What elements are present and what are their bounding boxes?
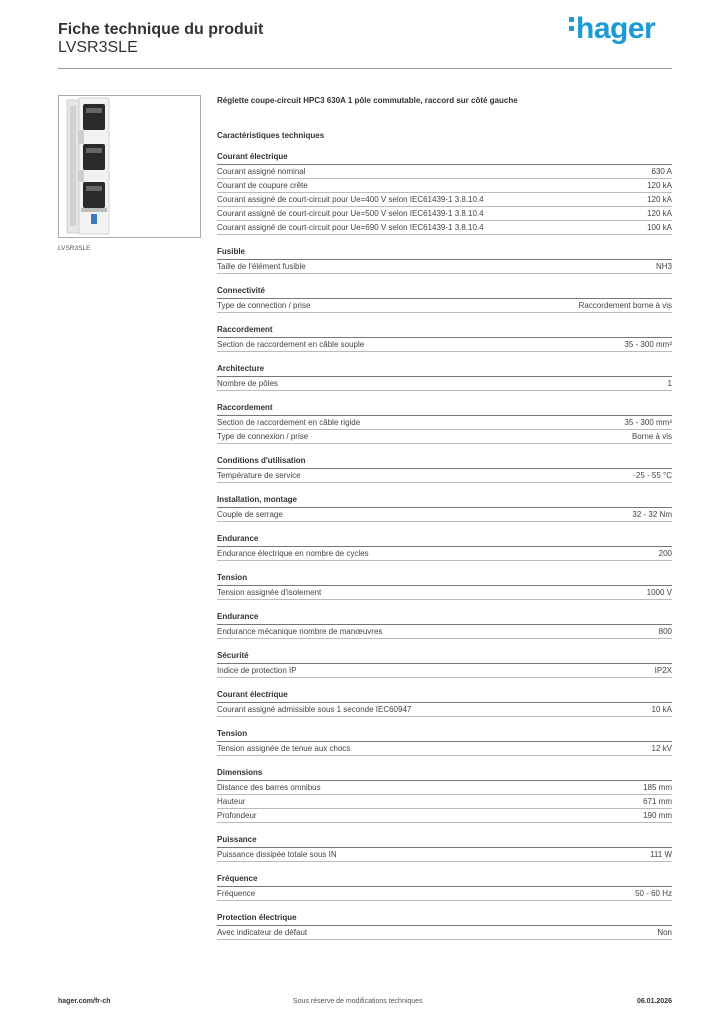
spec-value: 185 mm: [643, 783, 672, 792]
logo-colon-icon: [569, 17, 575, 33]
product-image: [58, 95, 201, 238]
section-title: Architecture: [217, 363, 672, 377]
spec-section: [217, 533, 672, 561]
spec-label: Courant assigné nominal: [217, 167, 306, 176]
spec-value: 800: [658, 627, 672, 636]
spec-label: Avec indicateur de défaut: [217, 928, 308, 937]
spec-label: Endurance électrique en nombre de cycles: [217, 549, 369, 558]
spec-section: [217, 650, 672, 678]
spec-row: [217, 207, 672, 221]
header-divider: [58, 68, 672, 69]
spec-value: Borne à vis: [631, 432, 672, 441]
spec-row: [217, 377, 672, 391]
spec-label: Courant assigné de court-circuit pour Ue=400 V selon IEC61439-1 3.8.10.4: [217, 195, 484, 204]
section-title: Endurance: [217, 611, 672, 625]
spec-value: Non: [657, 928, 672, 937]
spec-section: [217, 689, 672, 717]
product-reference: LVSR3SLE: [58, 39, 138, 56]
spec-label: Section de raccordement en câble rigide: [217, 418, 361, 427]
section-title: Tension: [217, 572, 672, 586]
spec-section: [217, 728, 672, 756]
section-title: Courant électrique: [217, 151, 672, 165]
spec-label: Hauteur: [217, 797, 246, 806]
fuse-rail-illustration: [59, 96, 200, 237]
section-title: Raccordement: [217, 402, 672, 416]
spec-section: [217, 455, 672, 483]
spec-value: 120 kA: [647, 181, 672, 190]
spec-section: [217, 834, 672, 862]
spec-label: Courant assigné de court-circuit pour Ue=500 V selon IEC61439-1 3.8.10.4: [217, 209, 484, 218]
spec-value: 35 - 300 mm²: [624, 418, 672, 427]
spec-value: 12 kV: [651, 744, 672, 753]
spec-label: Tension assignée d'isolement: [217, 588, 322, 597]
spec-label: Taille de l'élément fusible: [217, 262, 306, 271]
spec-row: [217, 926, 672, 940]
spec-row: [217, 742, 672, 756]
spec-value: 120 kA: [647, 195, 672, 204]
section-title: Fréquence: [217, 873, 672, 887]
spec-row: [217, 260, 672, 274]
spec-row: [217, 887, 672, 901]
spec-section: [217, 767, 672, 823]
spec-label: Indice de protection IP: [217, 666, 297, 675]
spec-row: [217, 299, 672, 313]
spec-label: Type de connection / prise: [217, 301, 311, 310]
spec-content: [217, 95, 672, 951]
spec-row: [217, 703, 672, 717]
spec-value: -25 - 55 °C: [633, 471, 672, 480]
spec-label: Type de connexion / prise: [217, 432, 309, 441]
spec-row: [217, 848, 672, 862]
spec-row: [217, 809, 672, 823]
spec-value: 100 kA: [647, 223, 672, 232]
spec-label: Nombre de pôles: [217, 379, 278, 388]
product-description: Réglette coupe-circuit HPC3 630A 1 pôle commutable, raccord sur côté gauche: [217, 96, 518, 105]
image-caption: LVSR3SLE: [58, 245, 91, 252]
spec-row: [217, 221, 672, 235]
spec-row: [217, 416, 672, 430]
footer-disclaimer: Sous réserve de modifications techniques: [293, 998, 423, 1005]
spec-section: [217, 246, 672, 274]
spec-value: IP2X: [654, 666, 672, 675]
spec-row: [217, 586, 672, 600]
spec-section: [217, 912, 672, 940]
spec-label: Distance des barres omnibus: [217, 783, 321, 792]
spec-section: [217, 494, 672, 522]
spec-row: [217, 338, 672, 352]
spec-value: 671 mm: [643, 797, 672, 806]
spec-label: Courant de coupure crête: [217, 181, 308, 190]
section-title: Puissance: [217, 834, 672, 848]
spec-row: [217, 469, 672, 483]
spec-label: Puissance dissipée totale sous IN: [217, 850, 337, 859]
footer-website-link[interactable]: hager.com/fr-ch: [58, 998, 111, 1005]
spec-value: 32 - 32 Nm: [632, 510, 672, 519]
section-title: Dimensions: [217, 767, 672, 781]
spec-value: NH3: [655, 262, 672, 271]
spec-label: Température de service: [217, 471, 301, 480]
logo-text: hager: [576, 12, 656, 45]
section-title: Courant électrique: [217, 689, 672, 703]
spec-section: [217, 363, 672, 391]
section-title: Protection électrique: [217, 912, 672, 926]
spec-row: [217, 625, 672, 639]
spec-value: 1000 V: [646, 588, 672, 597]
section-title: Connectivité: [217, 285, 672, 299]
spec-value: 50 - 60 Hz: [635, 889, 672, 898]
page-title: Fiche technique du produit: [58, 21, 264, 38]
spec-section: [217, 324, 672, 352]
hager-logo: [569, 12, 655, 46]
spec-value: 120 kA: [647, 209, 672, 218]
spec-row: [217, 547, 672, 561]
spec-row: [217, 165, 672, 179]
tech-heading: Caractéristiques techniques: [217, 131, 325, 140]
spec-label: Tension assignée de tenue aux chocs: [217, 744, 351, 753]
spec-section: [217, 572, 672, 600]
spec-label: Fréquence: [217, 889, 256, 898]
spec-row: [217, 664, 672, 678]
spec-label: Courant assigné de court-circuit pour Ue=690 V selon IEC61439-1 3.8.10.4: [217, 223, 484, 232]
section-title: Fusible: [217, 246, 672, 260]
section-title: Raccordement: [217, 324, 672, 338]
spec-section: [217, 611, 672, 639]
section-title: Tension: [217, 728, 672, 742]
spec-row: [217, 508, 672, 522]
spec-row: [217, 179, 672, 193]
spec-label: Couple de serrage: [217, 510, 283, 519]
spec-value: 630 A: [651, 167, 672, 176]
spec-label: Endurance mécanique nombre de manœuvres: [217, 627, 383, 636]
section-title: Conditions d'utilisation: [217, 455, 672, 469]
spec-value: 200: [658, 549, 672, 558]
spec-section: [217, 285, 672, 313]
spec-value: Raccordement borne à vis: [578, 301, 672, 310]
spec-row: [217, 781, 672, 795]
spec-label: Profondeur: [217, 811, 257, 820]
footer-date: 06.01.2026: [636, 998, 672, 1005]
section-title: Endurance: [217, 533, 672, 547]
spec-row: [217, 430, 672, 444]
spec-label: Courant assigné admissible sous 1 seconde IEC60947: [217, 705, 412, 714]
spec-value: 1: [667, 379, 672, 388]
section-title: Installation, montage: [217, 494, 672, 508]
spec-value: 10 kA: [651, 705, 672, 714]
section-title: Sécurité: [217, 650, 672, 664]
spec-section: [217, 873, 672, 901]
spec-row: [217, 795, 672, 809]
spec-section: [217, 402, 672, 444]
spec-row: [217, 193, 672, 207]
spec-value: 190 mm: [643, 811, 672, 820]
spec-value: 111 W: [650, 850, 672, 859]
spec-sections: [217, 151, 672, 940]
spec-section: [217, 151, 672, 235]
spec-value: 35 - 300 mm²: [624, 340, 672, 349]
spec-label: Section de raccordement en câble souple: [217, 340, 365, 349]
